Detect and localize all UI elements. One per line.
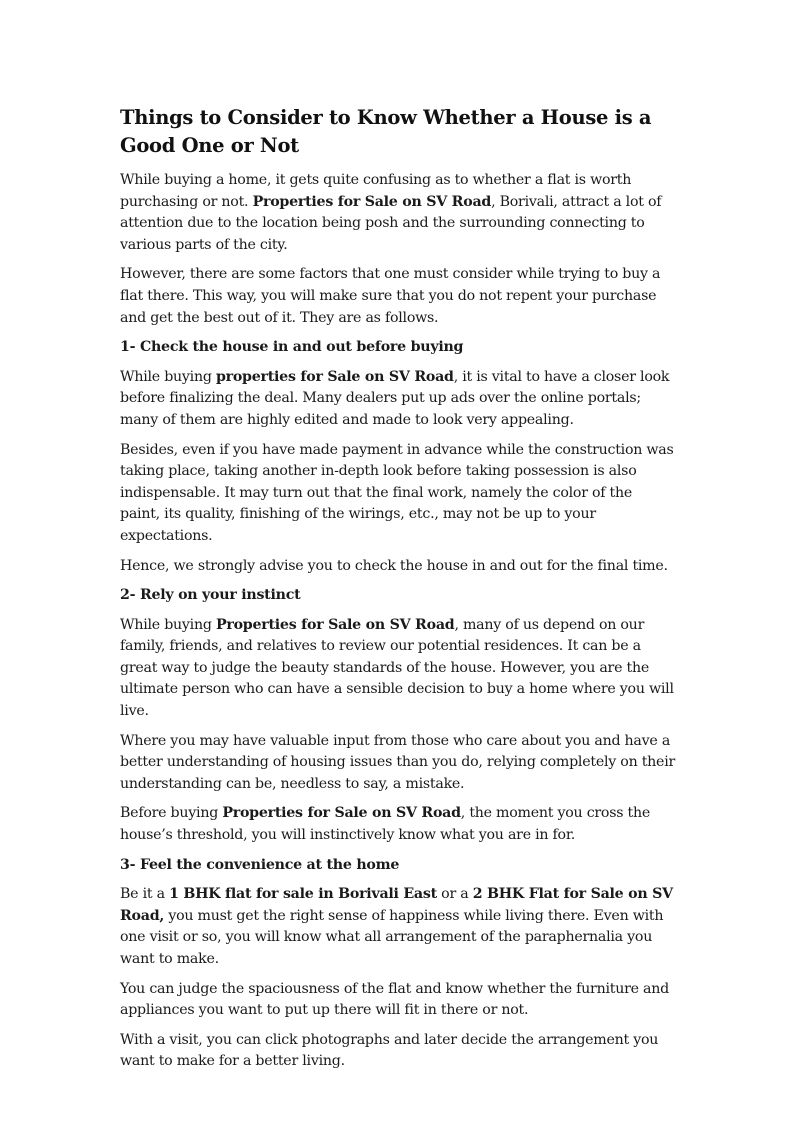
section-3-paragraph-3: With a visit, you can click photographs and later decide the arrangement you want to make for a better living. <box>120 1031 659 1070</box>
text-run: Before buying <box>120 805 223 822</box>
section-1-paragraph-2: Besides, even if you have made payment in advance while the construction was taking place, taking another in-depth look before taking possession is also indispensable. It may turn out that the final work, namely the color of the paint, its quality, finishing of the wirings, etc., may not be up to your expectations. <box>120 441 674 544</box>
intro-paragraph-1 <box>120 170 676 256</box>
bold-keyword: 1 BHK flat for sale in Borivali East <box>169 886 437 903</box>
text-run: , many of us depend on our family, friends, and relatives to review our potential residences. It can be a great way to judge the beauty standards of the house. However, you are the ultimate person who can have a sensible decision to buy a home where you will live. <box>120 616 674 720</box>
section-1-paragraph-1 <box>120 367 676 432</box>
document-page <box>120 104 676 1081</box>
section-1-paragraph-3: Hence, we strongly advise you to check the house in and out for the final time. <box>120 557 668 574</box>
section-3-paragraph-1 <box>120 884 676 970</box>
section-2-heading: 2- Rely on your instinct <box>120 587 301 604</box>
page-title: Things to Consider to Know Whether a House is a Good One or Not <box>120 106 652 157</box>
intro-paragraph-2: However, there are some factors that one must consider while trying to buy a flat there. This way, you will make sure that you do not repent your purchase and get the best out of it. They are as follows. <box>120 266 661 326</box>
bold-keyword: properties for Sale on SV Road <box>215 368 454 385</box>
bold-keyword: 2 BHK Flat for Sale on SV Road, <box>120 886 673 924</box>
section-1-heading: 1- Check the house in and out before buying <box>120 339 464 356</box>
section-2-paragraph-2: Where you may have valuable input from those who care about you and have a better understanding of housing issues than you do, relying completely on their understanding can be, needless to say, a mistake. <box>120 732 676 792</box>
section-3-paragraph-2: You can judge the spaciousness of the flat and know whether the furniture and appliances you want to put up there will fit in there or not. <box>120 980 669 1019</box>
text-run: , the moment you cross the house’s threshold, you will instinctively know what you are in for. <box>120 805 651 844</box>
bold-keyword: Properties for Sale on SV Road <box>222 805 461 822</box>
section-2-paragraph-3 <box>120 803 676 846</box>
text-run: , it is vital to have a closer look before finalizing the deal. Many dealers put up ads over the online portals; many of them are highly edited and made to look very appealing. <box>120 368 670 428</box>
text-run: While buying <box>120 616 216 633</box>
text-run: Be it a <box>120 886 170 903</box>
text-run: While buying <box>120 368 216 385</box>
section-2-paragraph-1 <box>120 615 676 723</box>
section-3-heading: 3- Feel the convenience at the home <box>120 856 400 873</box>
bold-keyword: Properties for Sale on SV Road <box>215 616 455 633</box>
text-run: , Borivali, attract a lot of attention due to the location being posh and the surrounding connecting to various parts of the city. <box>120 193 662 253</box>
bold-keyword: Properties for Sale on SV Road <box>252 193 492 210</box>
text-run: you must get the right sense of happiness while living there. Even with one visit or so, you will know what all arrangement of the paraphernalia you want to make. <box>120 907 664 967</box>
text-run: While buying a home, it gets quite confusing as to whether a flat is worth purchasing or not. <box>120 172 632 210</box>
text-run: or a <box>436 886 473 903</box>
